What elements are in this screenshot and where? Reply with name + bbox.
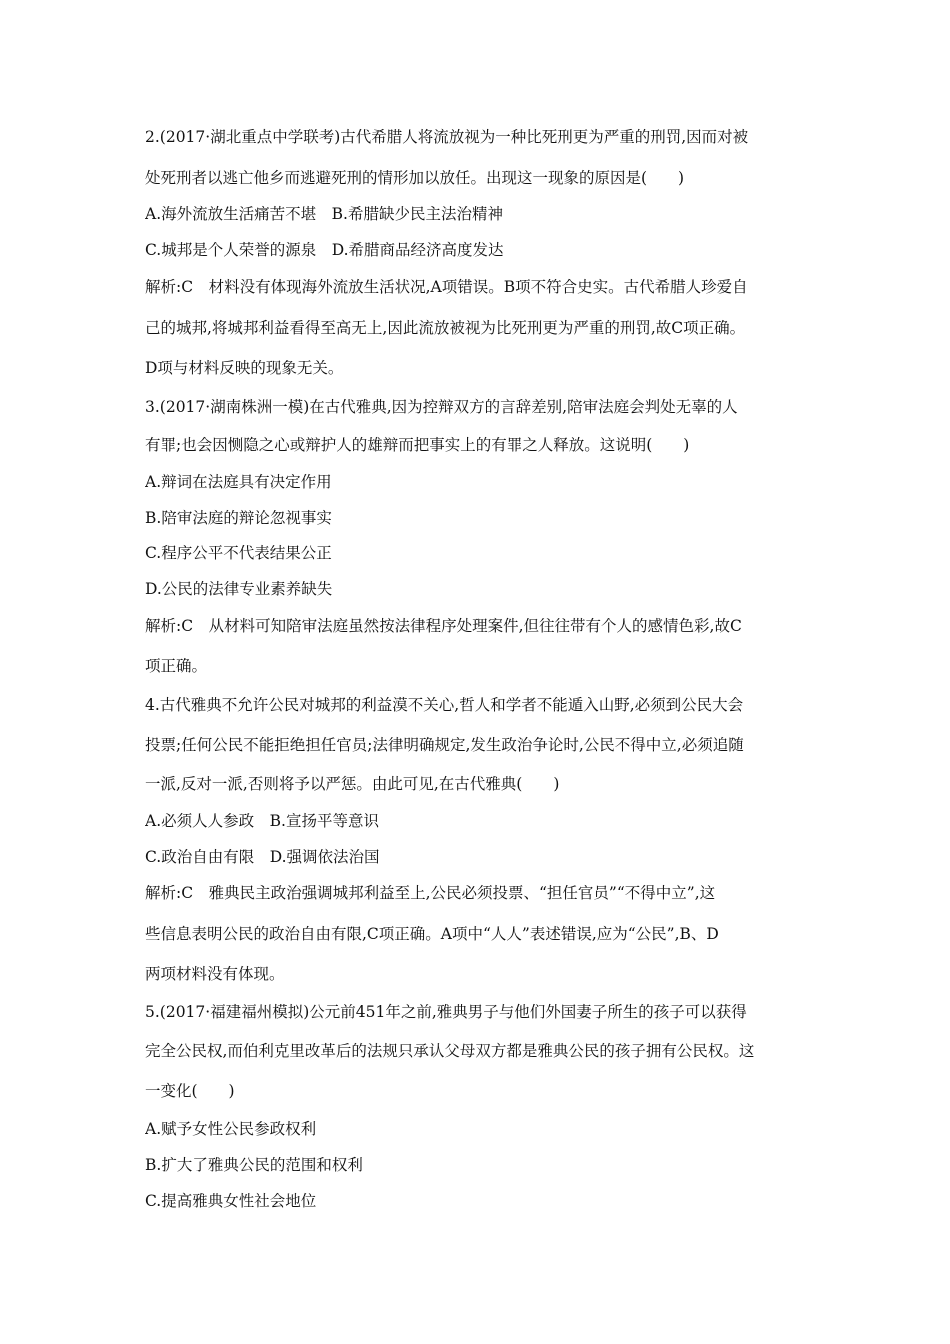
text-line: 一派,反对一派,否则将予以严惩。由此可见,在古代雅典( ) bbox=[145, 775, 560, 793]
text-line: 有罪;也会因恻隐之心或辩护人的雄辩而把事实上的有罪之人释放。这说明( ) bbox=[145, 436, 690, 454]
text-line: B.陪审法庭的辩论忽视事实 bbox=[145, 509, 332, 527]
text-line: C.政治自由有限 D.强调依法治国 bbox=[145, 848, 380, 866]
text-line: 2.(2017·湖北重点中学联考)古代希腊人将流放视为一种比死刑更为严重的刑罚,因而对被 bbox=[145, 128, 749, 146]
text-line: A.赋予女性公民参政权利 bbox=[145, 1120, 317, 1138]
text-line: C.程序公平不代表结果公正 bbox=[145, 544, 332, 562]
text-line: 己的城邦,将城邦利益看得至高无上,因此流放被视为比死刑更为严重的刑罚,故C项正确。 bbox=[145, 319, 746, 337]
text-line: 两项材料没有体现。 bbox=[145, 965, 285, 983]
text-line: 解析:C 材料没有体现海外流放生活状况,A项错误。B项不符合史实。古代希腊人珍爱自 bbox=[145, 278, 748, 296]
text-line: D.公民的法律专业素养缺失 bbox=[145, 580, 333, 598]
text-line: 些信息表明公民的政治自由有限,C项正确。A项中“人人”表述错误,应为“公民”,B、D bbox=[145, 925, 719, 943]
text-line: 处死刑者以逃亡他乡而逃避死刑的情形加以放任。出现这一现象的原因是( ) bbox=[145, 169, 685, 187]
text-line: A.辩词在法庭具有决定作用 bbox=[145, 473, 332, 491]
text-line: C.城邦是个人荣誉的源泉 D.希腊商品经济高度发达 bbox=[145, 241, 504, 259]
text-line: C.提高雅典女性社会地位 bbox=[145, 1192, 317, 1210]
text-line: A.必须人人参政 B.宣扬平等意识 bbox=[145, 812, 379, 830]
text-line: 项正确。 bbox=[145, 657, 208, 675]
text-line: A.海外流放生活痛苦不堪 B.希腊缺少民主法治精神 bbox=[145, 205, 503, 223]
text-line: 4.古代雅典不允许公民对城邦的利益漠不关心,哲人和学者不能遁入山野,必须到公民大会 bbox=[145, 696, 744, 714]
text-line: 完全公民权,而伯利克里改革后的法规只承认父母双方都是雅典公民的孩子拥有公民权。这 bbox=[145, 1042, 755, 1060]
text-line: 解析:C 从材料可知陪审法庭虽然按法律程序处理案件,但往往带有个人的感情色彩,故C bbox=[145, 617, 742, 635]
text-line: 5.(2017·福建福州模拟)公元前451年之前,雅典男子与他们外国妻子所生的孩子可以获得 bbox=[145, 1003, 747, 1021]
text-line: D项与材料反映的现象无关。 bbox=[145, 359, 344, 377]
text-line: 一变化( ) bbox=[145, 1082, 235, 1100]
text-line: 3.(2017·湖南株洲一模)在古代雅典,因为控辩双方的言辞差别,陪审法庭会判处无辜的人 bbox=[145, 398, 738, 416]
text-line: B.扩大了雅典公民的范围和权利 bbox=[145, 1156, 363, 1174]
text-line: 解析:C 雅典民主政治强调城邦利益至上,公民必须投票、“担任官员”“不得中立”,这 bbox=[145, 884, 716, 902]
text-line: 投票;任何公民不能拒绝担任官员;法律明确规定,发生政治争论时,公民不得中立,必须追随 bbox=[145, 736, 744, 754]
